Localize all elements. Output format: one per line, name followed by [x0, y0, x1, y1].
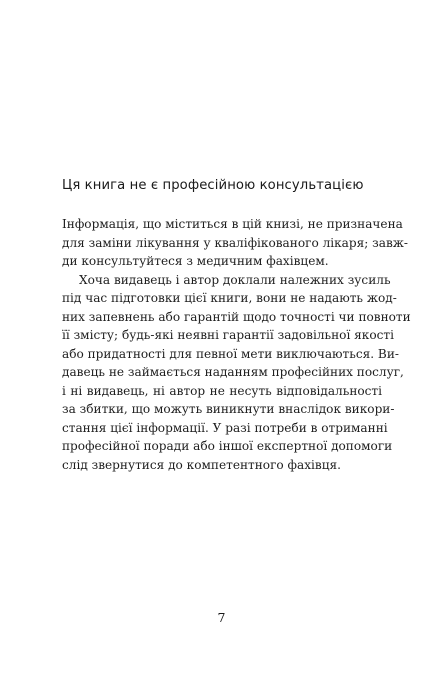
text-line: слід звернутися до компетентного фахівця.: [62, 457, 341, 472]
paragraph-2: [62, 271, 411, 475]
text-line: давець не займається наданням професійних послуг,: [62, 365, 404, 379]
text-line: Інформація, що міститься в цій книзі, не призначена: [62, 217, 403, 231]
text-line: для заміни лікування у кваліфікованого лікаря; завж-: [62, 235, 409, 250]
text-line: і ні видавець, ні автор не несуть відповідальності: [62, 383, 382, 398]
disclaimer-text: [62, 215, 411, 474]
text-line: під час підготовки цієї книги, вони не надають жод-: [62, 291, 397, 305]
text-line: професійної поради або іншої експертної допомоги: [62, 439, 393, 453]
text-line: них запевнень або гарантій щодо точності чи повноти: [62, 309, 411, 324]
text-line: Хоча видавець і автор доклали належних зусиль: [79, 272, 391, 287]
text-line: або придатності для певної мети виключаються. Ви-: [62, 346, 399, 361]
text-line: за збитки, що можуть виникнути внаслідок викори-: [62, 402, 395, 416]
text-line: ди консультуйтеся з медичним фахівцем.: [62, 254, 329, 268]
section-heading: Ця книга не є професійною консультацією: [62, 178, 364, 193]
page-number: 7: [217, 610, 226, 625]
text-line: стання цієї інформації. У разі потреби в отриманні: [62, 420, 388, 435]
paragraph-1: [62, 215, 409, 271]
text-line: її змісту; будь-які неявні гарантії задовільної якості: [62, 328, 394, 342]
